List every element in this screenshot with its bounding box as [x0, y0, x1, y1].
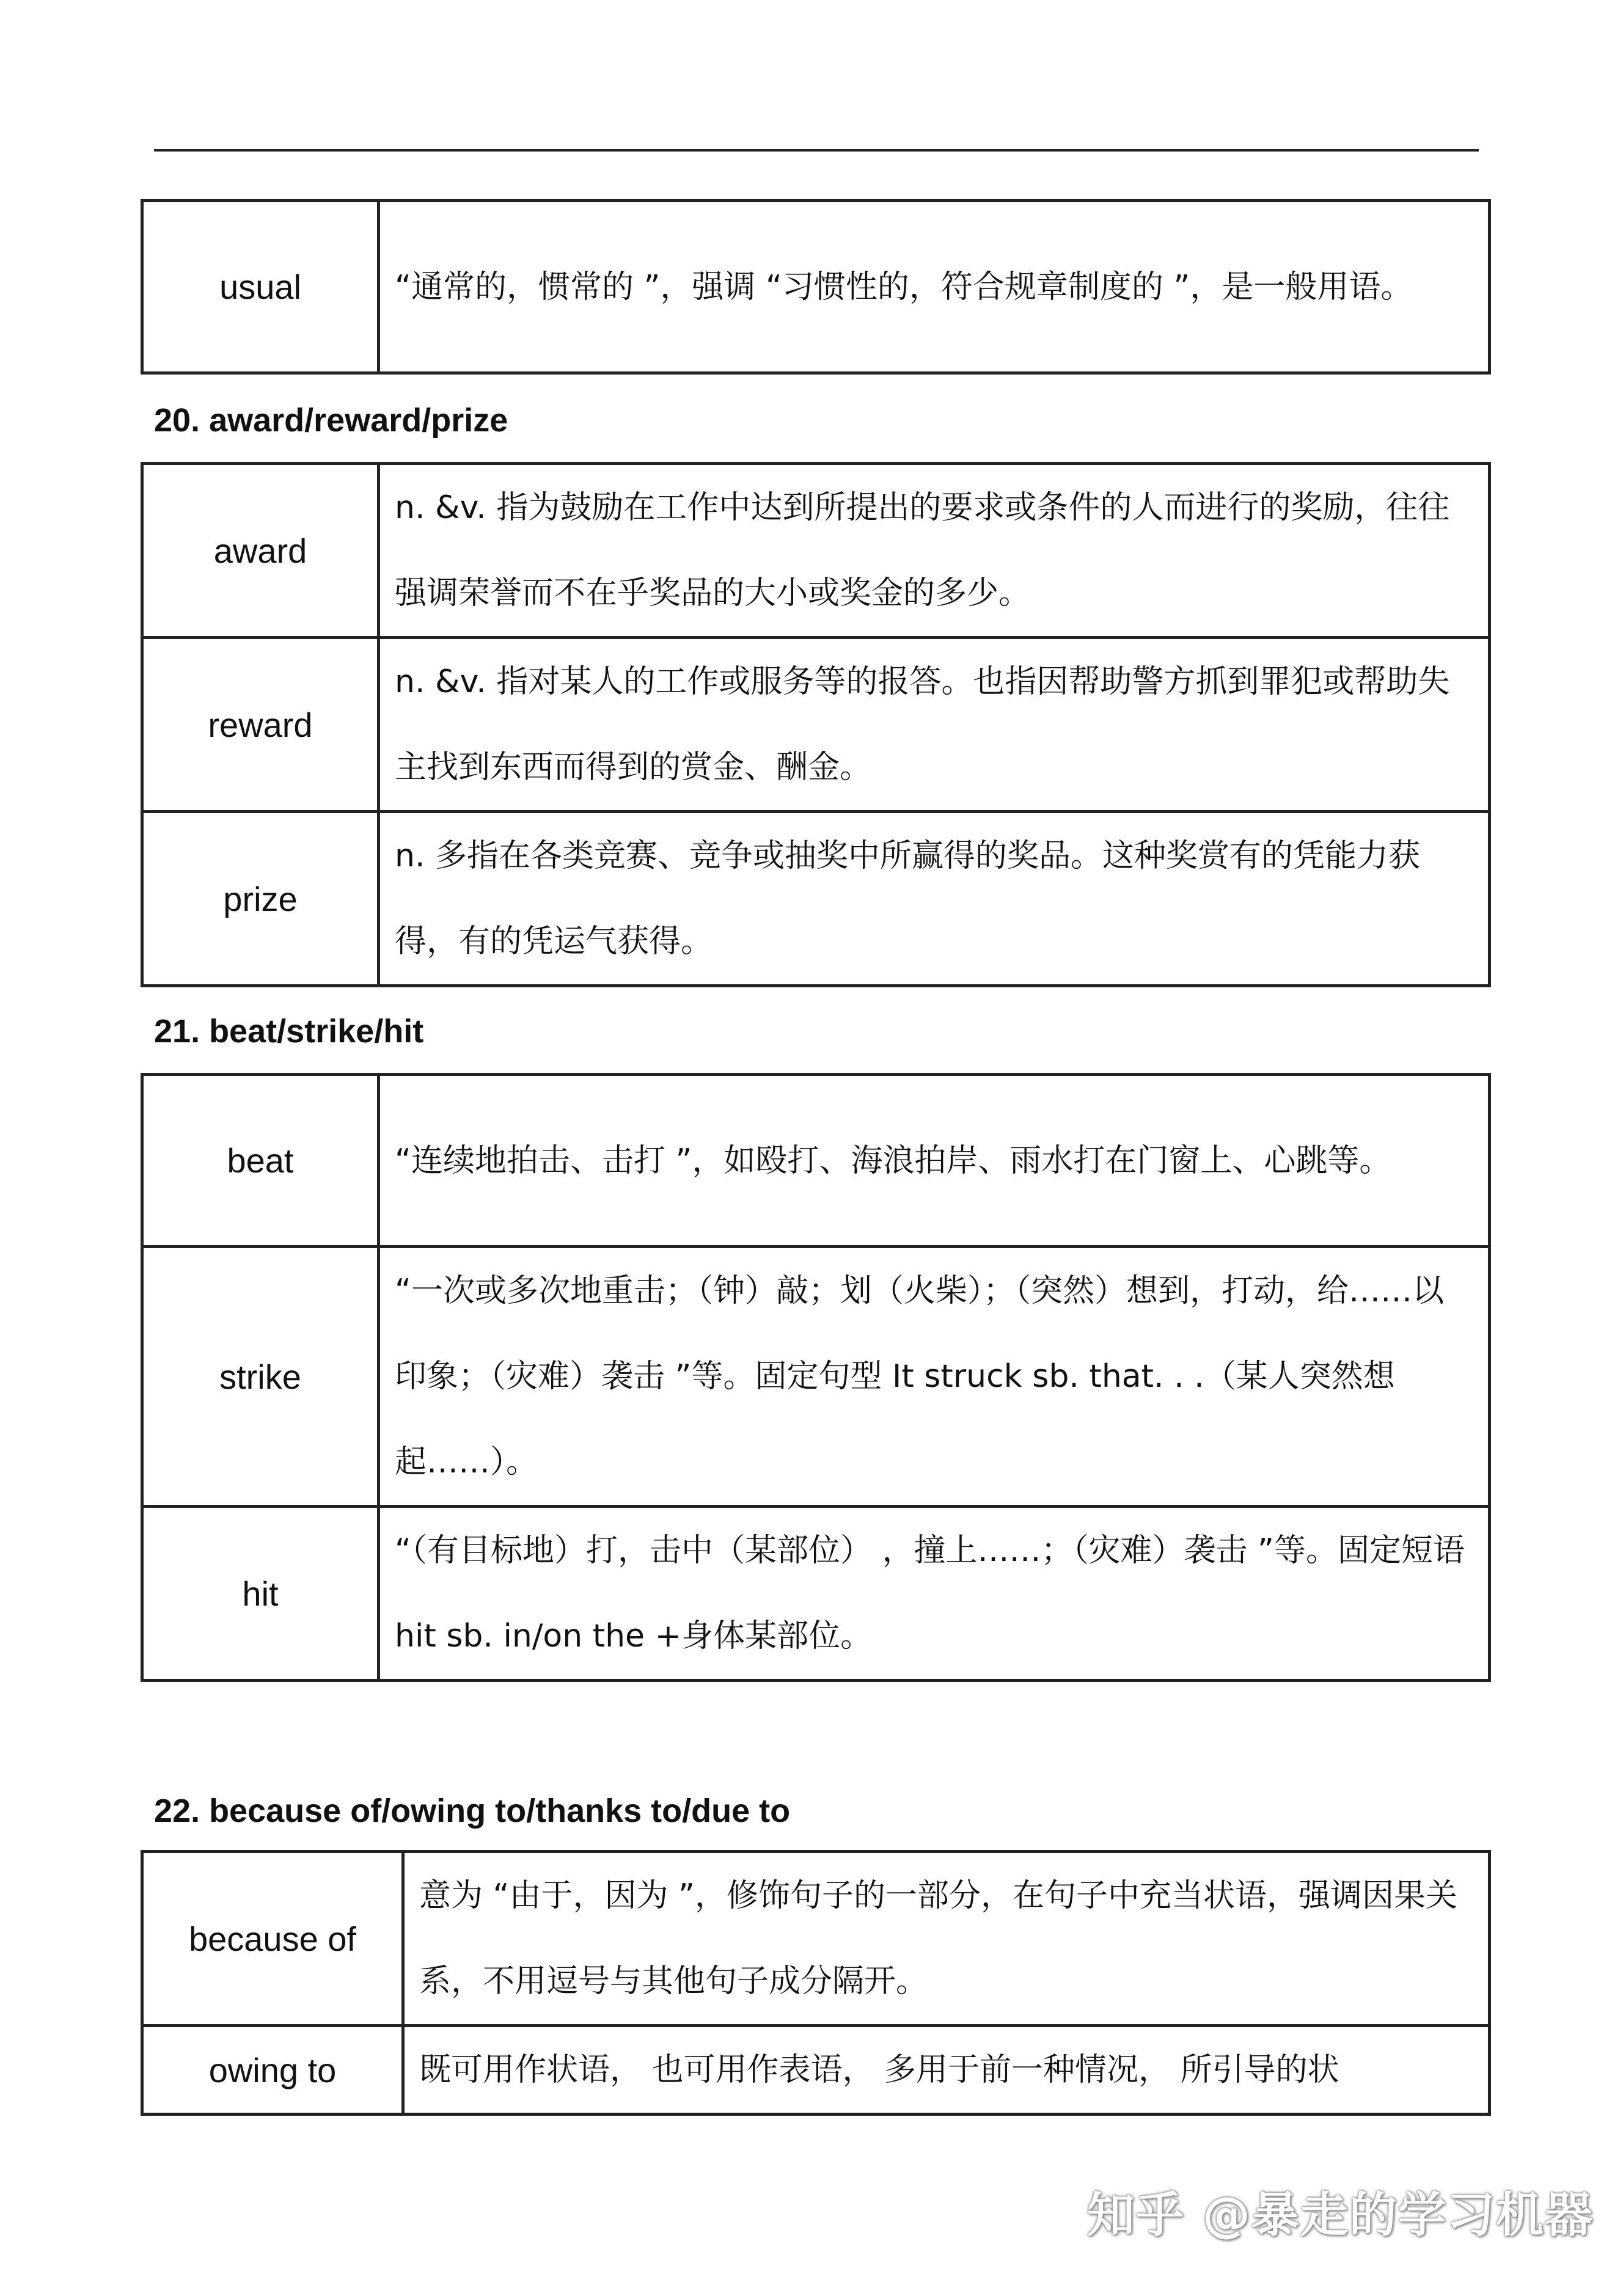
definition-cell: “一次或多次地重击；（钟）敲；划（火柴）；（突然）想到，打动，给……以印象；（灾难）袭击 ”等。固定句型 It struck sb. that. . .（某人突然想起……）。: [379, 1247, 1490, 1507]
word-cell: reward: [142, 638, 379, 812]
usual-table: [141, 199, 1491, 375]
word-cell: hit: [142, 1507, 379, 1681]
section-heading-20: 20. award/reward/prize: [154, 402, 508, 439]
table-row: [142, 1507, 1490, 1681]
table-row: [142, 1075, 1490, 1247]
table-row: [142, 812, 1490, 986]
table-row: [142, 2026, 1490, 2115]
definition-cell: n. &v. 指对某人的工作或服务等的报答。也指因帮助警方抓到罪犯或帮助失主找到东西而得到的赏金、酬金。: [379, 638, 1490, 812]
section-heading-22: 22. because of/owing to/thanks to/due to: [154, 1793, 791, 1829]
word-cell: award: [142, 464, 379, 638]
definition-cell: “通常的，惯常的 ”，强调 “习惯性的，符合规章制度的 ”，是一般用语。: [379, 201, 1490, 373]
word-cell: beat: [142, 1075, 379, 1247]
because-of-table: [141, 1850, 1491, 2116]
table-row: [142, 464, 1490, 638]
word-cell: owing to: [142, 2026, 403, 2115]
table-row: [142, 638, 1490, 812]
word-cell: prize: [142, 812, 379, 986]
definition-cell: 意为 “由于，因为 ”，修饰句子的一部分，在句子中充当状语，强调因果关系，不用逗号与其他句子成分隔开。: [403, 1852, 1490, 2026]
definition-cell: n. &v. 指为鼓励在工作中达到所提出的要求或条件的人而进行的奖励，往往强调荣誉而不在乎奖品的大小或奖金的多少。: [379, 464, 1490, 638]
definition-cell: “（有目标地）打，击中（某部位） ，撞上……；（灾难）袭击 ”等。固定短语 hit sb. in/on the +身体某部位。: [379, 1507, 1490, 1681]
definition-cell: 既可用作状语， 也可用作表语， 多用于前一种情况， 所引导的状: [403, 2026, 1490, 2115]
beat-table: [141, 1073, 1491, 1682]
table-row: [142, 1852, 1490, 2026]
table-row: [142, 201, 1490, 373]
table-row: [142, 1247, 1490, 1507]
section-heading-21: 21. beat/strike/hit: [154, 1013, 424, 1050]
definition-cell: “连续地拍击、击打 ”，如殴打、海浪拍岸、雨水打在门窗上、心跳等。: [379, 1075, 1490, 1247]
definition-cell: n. 多指在各类竞赛、竞争或抽奖中所赢得的奖品。这种奖赏有的凭能力获得，有的凭运气获得。: [379, 812, 1490, 986]
word-cell: because of: [142, 1852, 403, 2026]
word-cell: usual: [142, 201, 379, 373]
award-table: [141, 462, 1491, 987]
zhihu-watermark: 知乎 @暴走的学习机器: [1086, 2188, 1594, 2243]
word-cell: strike: [142, 1247, 379, 1507]
header-rule: [154, 149, 1479, 152]
